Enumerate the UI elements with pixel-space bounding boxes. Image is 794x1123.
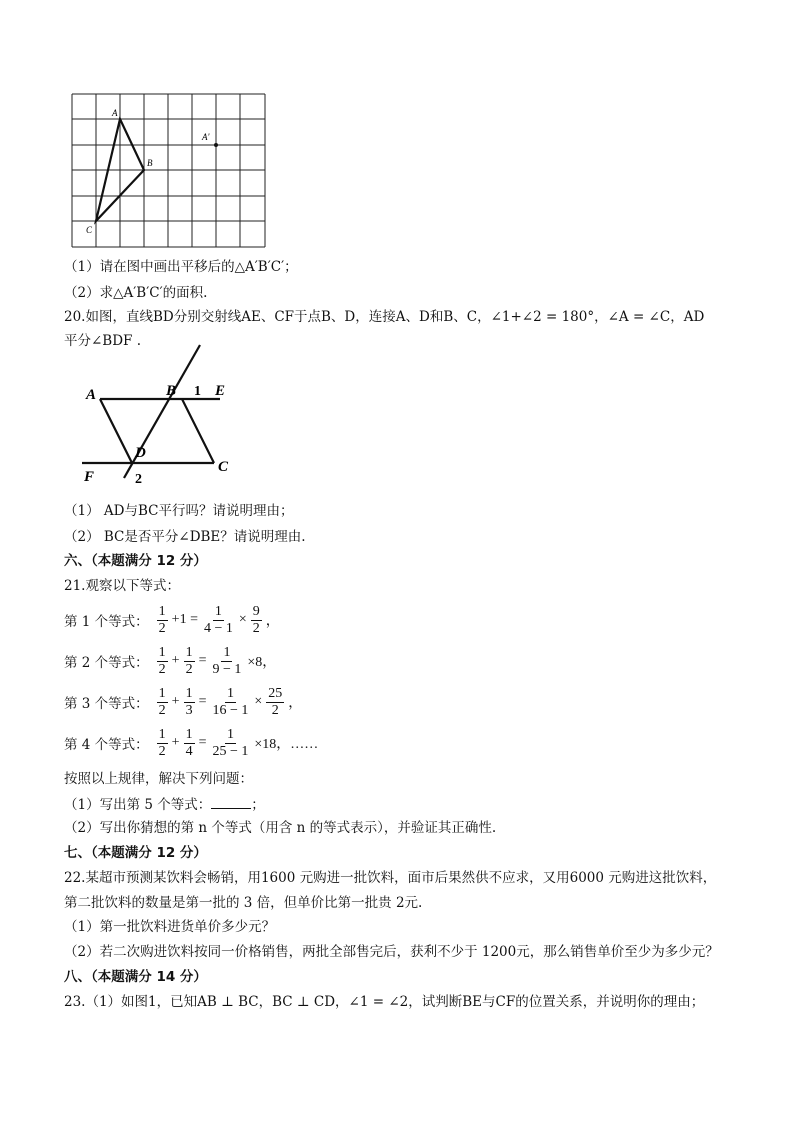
- q22-part1: （1）第一批饮料进货单价多少元？: [64, 919, 276, 935]
- numerator: 1: [226, 726, 234, 742]
- operator: =: [198, 653, 207, 668]
- parallelogram-figure: [78, 343, 248, 488]
- fraction: [202, 604, 235, 637]
- numerator: 1: [185, 685, 193, 701]
- numerator: 25: [268, 685, 283, 701]
- fraction: [210, 645, 243, 678]
- denominator: 2: [158, 702, 166, 718]
- fraction: [157, 727, 168, 760]
- operator: ×18，……: [254, 737, 319, 752]
- numerator: 1: [185, 726, 193, 742]
- operator: +: [171, 653, 180, 668]
- q22-line2: 第二批饮料的数量是第一批的 3 倍，但单价比第一批贵 2元.: [64, 895, 423, 911]
- denominator: 25 − 1: [212, 743, 249, 759]
- numerator: 1: [158, 603, 166, 619]
- numerator: 1: [223, 644, 231, 660]
- eq-label: 第 4 个等式：: [64, 737, 149, 753]
- fraction: [210, 727, 250, 760]
- denominator: 16 − 1: [212, 702, 249, 718]
- operator: ×: [254, 694, 263, 709]
- fraction: [184, 727, 195, 760]
- denominator: 3: [185, 702, 193, 718]
- operator: =: [198, 735, 207, 750]
- denominator: 4: [185, 743, 193, 759]
- label-two: 2: [135, 472, 142, 487]
- q20-line1: 20.如图，直线BD分别交射线AE、CF于点B、D，连接A、D和B、C，∠1+∠2 = 180°，∠A = ∠C，AD: [64, 309, 705, 325]
- label-d: D: [135, 445, 146, 461]
- operator: +: [171, 735, 180, 750]
- fraction: [184, 645, 195, 678]
- numerator: 1: [185, 644, 193, 660]
- q21-intro: 21.观察以下等式：: [64, 578, 180, 594]
- q21-equation-2: [64, 640, 278, 682]
- q21-equation-1: [64, 599, 282, 641]
- numerator: 1: [158, 685, 166, 701]
- fraction: [210, 686, 250, 719]
- eq-label: 第 3 个等式：: [64, 696, 149, 712]
- fraction: [157, 686, 168, 719]
- label-a: A: [86, 387, 97, 403]
- grid-figure: [68, 92, 270, 250]
- q20-part1: （1） AD与BC平行吗？请说明理由；: [64, 503, 294, 519]
- label-a: A: [112, 108, 118, 118]
- label-b: B: [166, 383, 177, 399]
- line-ad: [100, 399, 132, 463]
- answer-blank: [211, 795, 251, 809]
- denominator: 2: [158, 620, 166, 636]
- section7-heading: 七、（本题满分 12 分）: [64, 845, 207, 861]
- denominator: 2: [158, 661, 166, 677]
- denominator: 9 − 1: [212, 661, 242, 677]
- denominator: 2: [252, 620, 260, 636]
- grid-lines: [72, 94, 265, 247]
- q21-equation-3: [64, 681, 304, 723]
- operator: ×: [238, 612, 247, 627]
- denominator: 4 − 1: [203, 620, 233, 636]
- q21-part2: （2）写出你猜想的第 n 个等式（用含 n 的等式表示），并验证其正确性.: [64, 820, 497, 836]
- label-b: B: [147, 158, 153, 168]
- denominator: 2: [271, 702, 279, 718]
- label-a-prime: A': [202, 132, 210, 142]
- q20-part2: （2） BC是否平分∠DBE？请说明理由.: [64, 529, 306, 545]
- section8-heading: 八、（本题满分 14 分）: [64, 969, 207, 985]
- label-c: C: [218, 459, 229, 475]
- q19-part2: （2）求△A′B′C′的面积.: [64, 285, 208, 301]
- numerator: 1: [214, 603, 222, 619]
- operator: ×8，: [247, 655, 277, 670]
- q23-line1: 23.（1）如图1，已知AB ⊥ BC，BC ⊥ CD，∠1 = ∠2，试判断BE与CF的位置关系，并说明你的理由；: [64, 994, 705, 1010]
- label-c: C: [86, 225, 93, 235]
- numerator: 1: [158, 644, 166, 660]
- fraction: [251, 604, 262, 637]
- numerator: 1: [158, 726, 166, 742]
- denominator: 2: [185, 661, 193, 677]
- point-a-prime: [214, 143, 218, 147]
- operator: ，: [288, 696, 303, 711]
- q21-part1: [64, 795, 265, 814]
- denominator: 2: [158, 743, 166, 759]
- operator: +: [171, 694, 180, 709]
- eq-label: 第 2 个等式：: [64, 655, 149, 671]
- line-bc: [182, 399, 214, 463]
- operator: ，: [265, 614, 280, 629]
- eq-label: 第 1 个等式：: [64, 614, 149, 630]
- numerator: 9: [252, 603, 260, 619]
- fraction: [157, 604, 168, 637]
- label-one: 1: [194, 384, 201, 399]
- q20-line2: 平分∠BDF .: [64, 333, 142, 349]
- q19-part1: （1）请在图中画出平移后的△A′B′C′；: [64, 259, 298, 275]
- q21-part1-text: （1）写出第 5 个等式：: [64, 797, 212, 813]
- q22-line1: 22.某超市预测某饮料会畅销，用1600 元购进一批饮料，面市后果然供不应求，又用6000 元购进这批饮料，: [64, 870, 717, 886]
- fraction: [184, 686, 195, 719]
- q21-part1-end: ；: [251, 797, 265, 813]
- label-f: F: [84, 469, 95, 485]
- operator: =: [198, 694, 207, 709]
- q21-equation-4: [64, 722, 320, 764]
- numerator: 1: [226, 685, 234, 701]
- section6-heading: 六、（本题满分 12 分）: [64, 553, 207, 569]
- label-e: E: [215, 383, 226, 399]
- fraction: [157, 645, 168, 678]
- q22-part2: （2）若二次购进饮料按同一价格销售，两批全部售完后，获利不少于 1200元，那么销售单价至少为多少元？: [64, 944, 719, 960]
- q21-rule: 按照以上规律，解决下列问题：: [64, 771, 253, 787]
- operator: +1 =: [171, 612, 198, 627]
- fraction: [266, 686, 284, 719]
